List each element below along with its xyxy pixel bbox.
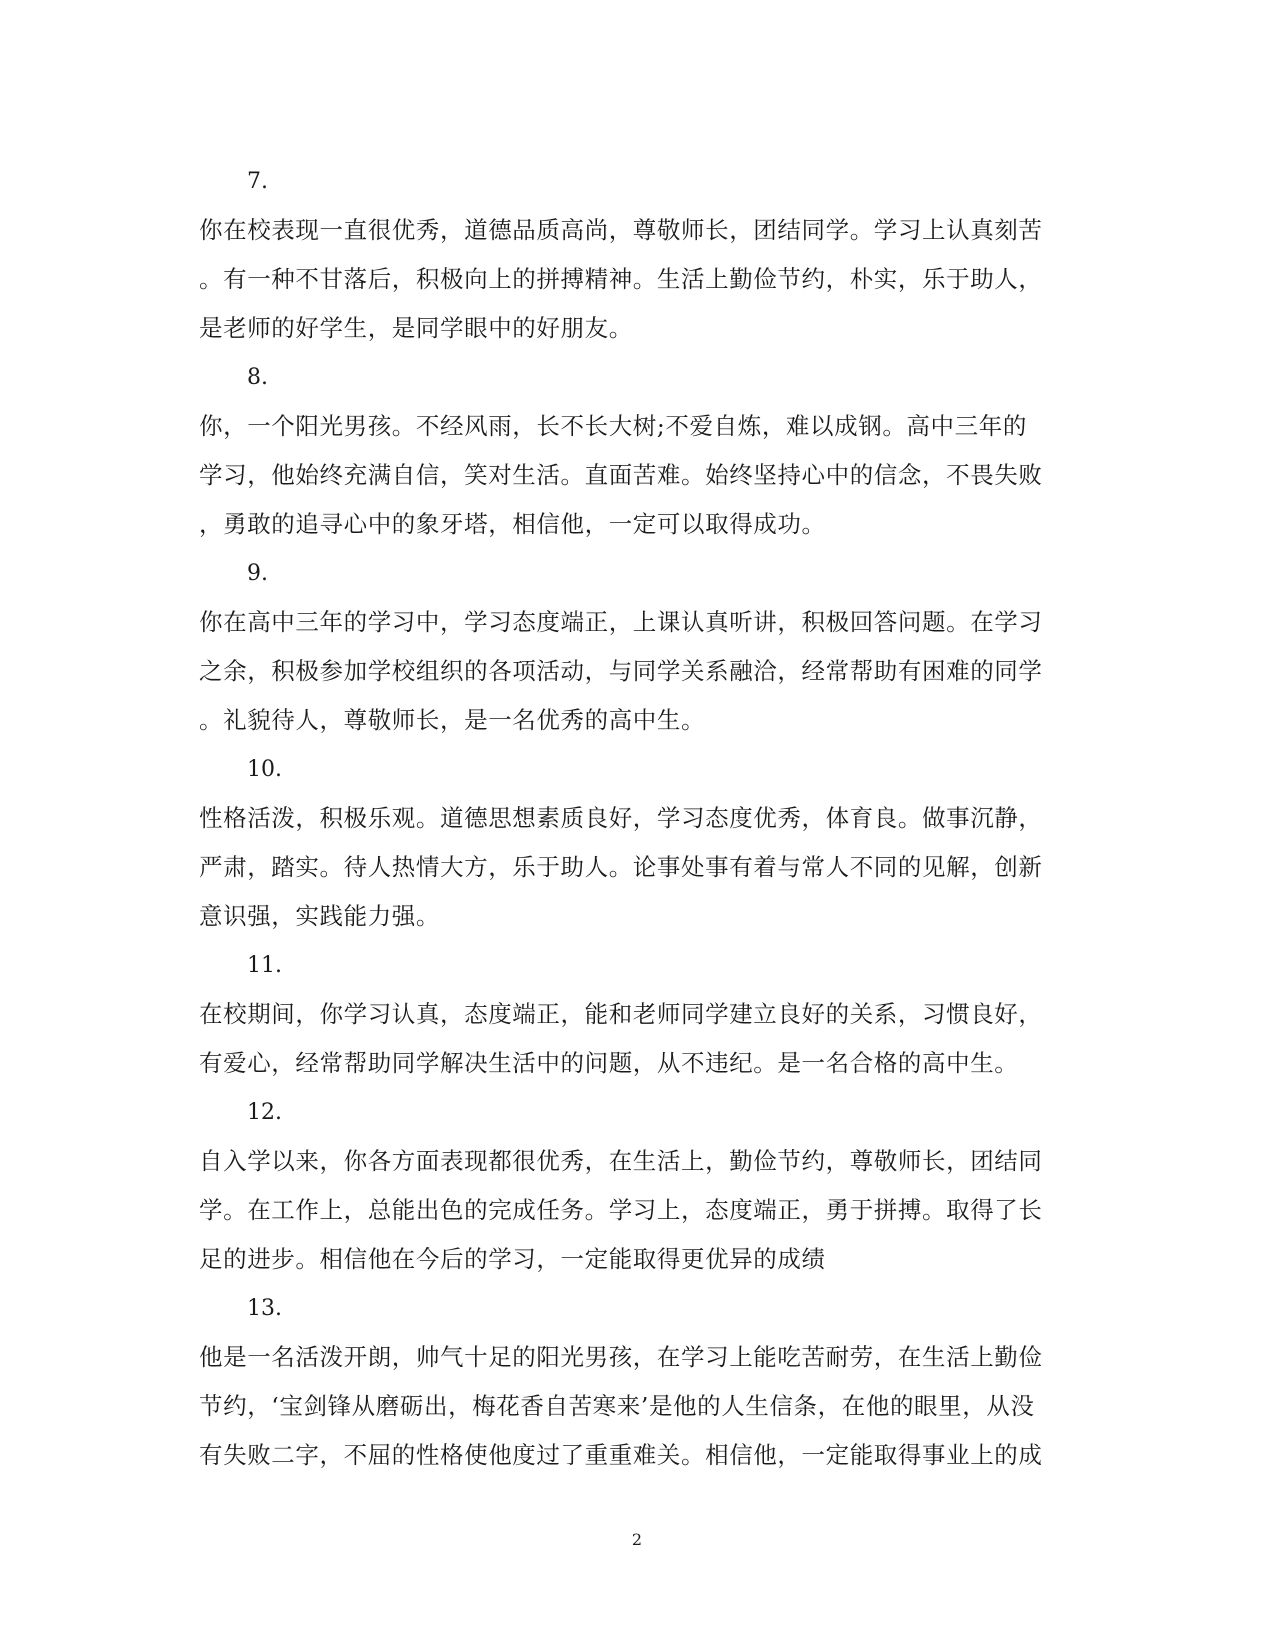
entry-text-line: 他是一名活泼开朗，帅气十足的阳光男孩，在学习上能吃苦耐劳，在生活上勤俭 xyxy=(199,1343,1043,1371)
comment-entry xyxy=(199,941,1079,1088)
comment-entry xyxy=(199,745,1079,941)
entry-text-line: 你在高中三年的学习中，学习态度端正，上课认真听讲，积极回答问题。在学习 xyxy=(199,608,1043,636)
entry-number: 12. xyxy=(247,1100,282,1125)
entry-text-line: 有失败二字，不屈的性格使他度过了重重难关。相信他，一定能取得事业上的成 xyxy=(199,1441,1043,1469)
entry-text-line: 之余，积极参加学校组织的各项活动，与同学关系融洽，经常帮助有困难的同学 xyxy=(199,657,1043,685)
entry-text-line: 在校期间，你学习认真，态度端正，能和老师同学建立良好的关系，习惯良好， xyxy=(199,1000,1043,1028)
comment-entry xyxy=(199,1088,1079,1284)
entry-number: 10. xyxy=(247,757,282,782)
entry-number: 8. xyxy=(247,365,268,390)
entry-text-line: 有爱心，经常帮助同学解决生活中的问题，从不违纪。是一名合格的高中生。 xyxy=(199,1049,1019,1077)
entry-text-line: 自入学以来，你各方面表现都很优秀，在生活上，勤俭节约，尊敬师长，团结同 xyxy=(199,1147,1043,1175)
entry-text-line: 学。在工作上，总能出色的完成任务。学习上，态度端正，勇于拼搏。取得了长 xyxy=(199,1196,1043,1224)
comment-entry xyxy=(199,157,1079,353)
entry-text-line: 意识强，实践能力强。 xyxy=(199,902,440,930)
entry-number: 11. xyxy=(247,953,282,978)
entry-text-line: 。有一种不甘落后，积极向上的拼搏精神。生活上勤俭节约，朴实，乐于助人， xyxy=(199,265,1043,293)
entry-text-line: 是老师的好学生，是同学眼中的好朋友。 xyxy=(199,314,633,342)
comment-entry xyxy=(199,1284,1079,1480)
entry-number: 7. xyxy=(247,169,268,194)
entry-text-line: 学习，他始终充满自信，笑对生活。直面苦难。始终坚持心中的信念，不畏失败 xyxy=(199,461,1043,489)
comment-entry xyxy=(199,353,1079,549)
document-body xyxy=(199,157,1079,1480)
entry-text-line: 你在校表现一直很优秀，道德品质高尚，尊敬师长，团结同学。学习上认真刻苦 xyxy=(199,216,1043,244)
entry-text-line: 。礼貌待人，尊敬师长，是一名优秀的高中生。 xyxy=(199,706,706,734)
entry-text-line: 你，一个阳光男孩。不经风雨，长不长大树;不爱自炼，难以成钢。高中三年的 xyxy=(199,412,1027,440)
comment-entry xyxy=(199,549,1079,745)
entry-number: 9. xyxy=(247,561,268,586)
entry-text-line: 节约，‘宝剑锋从磨砺出，梅花香自苦寒来’是他的人生信条，在他的眼里，从没 xyxy=(199,1392,1035,1420)
page-number: 2 xyxy=(631,1530,643,1549)
entry-text-line: 严肃，踏实。待人热情大方，乐于助人。论事处事有着与常人不同的见解，创新 xyxy=(199,853,1043,881)
entry-text-line: ，勇敢的追寻心中的象牙塔，相信他，一定可以取得成功。 xyxy=(199,510,826,538)
entry-number: 13. xyxy=(247,1296,282,1321)
entry-text-line: 性格活泼，积极乐观。道德思想素质良好，学习态度优秀，体育良。做事沉静， xyxy=(199,804,1043,832)
entry-text-line: 足的进步。相信他在今后的学习，一定能取得更优异的成绩 xyxy=(199,1245,826,1273)
